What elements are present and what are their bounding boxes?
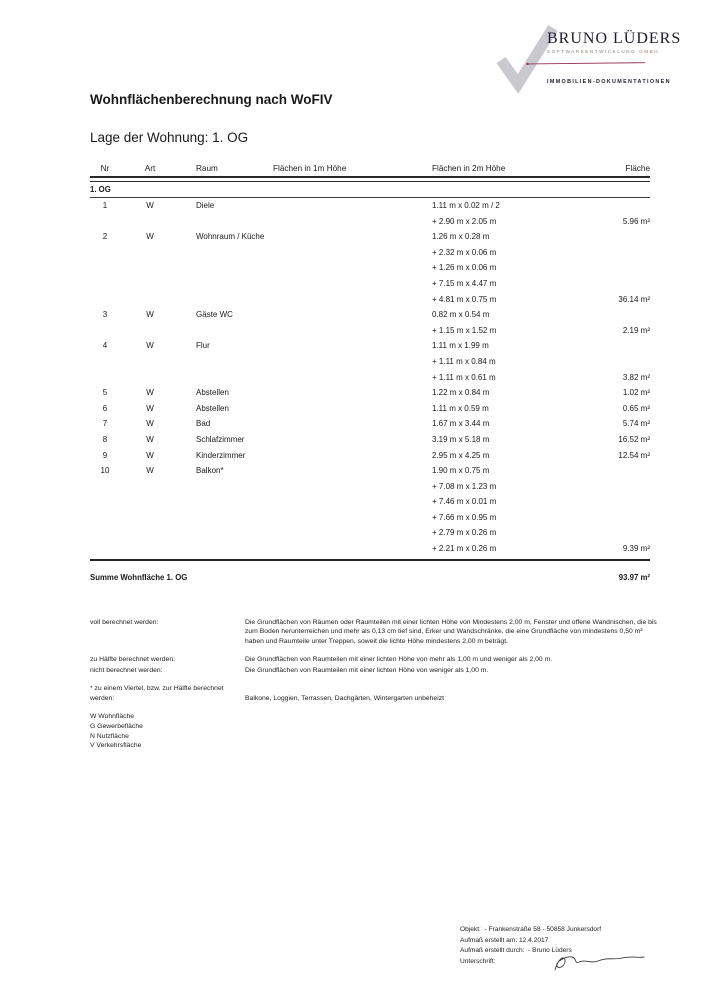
cell-measurement: + 2.32 m x 0.06 m [432, 247, 497, 257]
legend-row [90, 618, 662, 646]
summary-row [90, 573, 650, 582]
header-1m-hoehe: Flächen in 1m Höhe [273, 164, 347, 173]
cell-nr: 2 [102, 232, 108, 242]
cell-raum: Flur [196, 341, 210, 351]
cell-art: W [146, 419, 154, 429]
cell-nr: 6 [102, 403, 108, 413]
table-row [90, 292, 650, 308]
cell-measurement: + 7.08 m x 1.23 m [432, 481, 497, 491]
cell-measurement: + 7.66 m x 0.95 m [432, 512, 497, 522]
cell-measurement: 1.11 m x 0.59 m [432, 403, 489, 413]
cell-flaeche: 5.74 m² [622, 419, 650, 429]
cell-measurement: + 1.11 m x 0.61 m [432, 372, 496, 382]
cell-measurement: + 1.11 m x 0.84 m [432, 356, 496, 366]
table-row [90, 198, 650, 214]
cell-measurement: 3.19 m x 5.18 m [432, 434, 490, 444]
cell-measurement: 1.26 m x 0.28 m [432, 232, 490, 242]
cell-measurement: 1.11 m x 1.99 m [432, 341, 489, 351]
table-row [90, 354, 650, 370]
cell-art: W [146, 388, 154, 398]
footer-line: Unterschrift: [460, 957, 496, 965]
legend-text: Balkone, Loggien, Terrassen, Dachgärten, Wintergarten unbeheizt [245, 694, 444, 702]
abbreviation-list [90, 712, 662, 751]
legend-label: zu Hälfte berechnet werden: [90, 655, 176, 663]
table-row [90, 494, 650, 510]
section-label: 1. OG [90, 182, 650, 198]
cell-raum: Bad [196, 419, 211, 429]
table-body [90, 198, 650, 557]
cell-measurement: 1.67 m x 3.44 m [432, 419, 490, 429]
table-row [90, 245, 650, 261]
cell-flaeche: 12.54 m² [618, 450, 650, 460]
header-flaeche: Fläche [625, 164, 650, 173]
cell-nr: 10 [100, 466, 110, 476]
legend-text: Die Grundflächen von Räumen oder Raumteilen mit einer lichten Höhe von Mindestens 2,00 m, Fenster und offene Wandnischen, die bis zum Boden herunterreichen und mehr als 0,13 cm tief sind, Erker und Wandschränke, die eine Grundfläche von mindestens 0,50 m² haben und Raumteile unter Treppen, soweit die lichte Höhe mindestens 2,00 m beträgt. [245, 619, 657, 645]
cell-nr: 9 [102, 450, 108, 460]
cell-flaeche: 36.14 m² [618, 294, 650, 304]
cell-flaeche: 0.65 m² [622, 403, 650, 413]
area-calculation-table [90, 164, 650, 582]
cell-measurement: + 7.15 m x 4.47 m [432, 278, 497, 288]
cell-measurement: 1.90 m x 0.75 m [432, 466, 490, 476]
cell-measurement: + 7.46 m x 0.01 m [432, 497, 497, 507]
cell-measurement: + 1.15 m x 1.52 m [432, 325, 497, 335]
legend-row [90, 655, 662, 664]
cell-measurement: + 1.26 m x 0.06 m [432, 263, 497, 273]
logo-tagline-block [547, 72, 671, 85]
cell-flaeche: 5.96 m² [622, 216, 650, 226]
cell-art: W [146, 341, 154, 351]
signature-scribble [548, 946, 648, 978]
cell-art: W [146, 232, 154, 242]
cell-measurement: + 2.79 m x 0.26 m [432, 528, 497, 538]
cell-measurement: 1.22 m x 0.84 m [432, 388, 490, 398]
page-title: Wohnflächenberechnung nach WoFIV [90, 92, 333, 107]
cell-nr: 3 [102, 310, 108, 320]
cell-measurement: + 4.81 m x 0.75 m [432, 294, 497, 304]
cell-measurement: 2.95 m x 4.25 m [432, 450, 490, 460]
cell-raum: Diele [196, 201, 215, 210]
company-name: BRUNO LÜDERS [547, 30, 682, 47]
logo-text-block [547, 30, 682, 54]
cell-measurement: 1.11 m x 0.02 m / 2 [432, 201, 500, 210]
apartment-location: Lage der Wohnung: 1. OG [90, 130, 249, 145]
summary-label: Summe Wohnfläche 1. OG [90, 572, 188, 582]
legend-text: Die Grundflächen von Raumteilen mit einer lichten Höhe von weniger als 1,00 m. [245, 667, 489, 675]
legend-rows [90, 618, 662, 703]
table-row [90, 510, 650, 526]
table-row [90, 416, 650, 432]
table-row [90, 541, 650, 557]
table-row [90, 479, 650, 495]
cell-nr: 7 [102, 419, 108, 429]
cell-measurement: 0.82 m x 0.54 m [432, 310, 490, 320]
table-row [90, 307, 650, 323]
table-row [90, 214, 650, 230]
table-row [90, 323, 650, 339]
legend-label: nicht berechnet werden: [90, 667, 163, 675]
table-row [90, 448, 650, 464]
cell-flaeche: 1.02 m² [622, 388, 650, 398]
cell-nr: 5 [102, 388, 108, 398]
cell-art: W [146, 310, 154, 320]
legend-label: * zu einem Viertel, bzw. zur Hälfte berechnet werden: [90, 685, 224, 702]
footer-line: Aufmaß erstellt durch: - Bruno Lüders [460, 947, 572, 955]
legend-row [90, 684, 662, 703]
abbreviation-line: V Verkehrsfläche [90, 742, 142, 750]
legend [90, 618, 662, 751]
table-row [90, 432, 650, 448]
legend-text: Die Grundflächen von Raumteilen mit einer lichten Höhe von mehr als 1,00 m und weniger als 2,00 m. [245, 655, 553, 663]
cell-raum: Balkon* [196, 466, 224, 476]
abbreviation-line: G Gewerbefläche [90, 722, 143, 730]
cell-nr: 8 [102, 434, 108, 444]
logo-accent-line [506, 62, 666, 65]
summary-value: 93.97 m² [618, 572, 650, 582]
cell-raum: Kinderzimmer [196, 450, 246, 460]
cell-art: W [146, 434, 154, 444]
cell-measurement: + 2.21 m x 0.26 m [432, 544, 497, 554]
table-row [90, 276, 650, 292]
header-art: Art [144, 164, 156, 173]
table-row [90, 525, 650, 541]
table-row [90, 338, 650, 354]
table-header [90, 164, 650, 176]
abbreviation-line: N Nutzfläche [90, 732, 129, 740]
header-raum: Raum [196, 164, 218, 173]
cell-flaeche: 9.39 m² [622, 544, 650, 554]
legend-label: voll berechnet werden: [90, 619, 159, 626]
company-logo [490, 20, 690, 98]
cell-flaeche: 3.82 m² [622, 372, 650, 382]
table-row [90, 463, 650, 479]
cell-nr: 4 [102, 341, 108, 351]
footer-line: Aufmaß erstellt am: 12.4.2017 [460, 936, 549, 944]
cell-raum: Schlafzimmer [196, 434, 245, 444]
header-2m-hoehe: Flächen in 2m Höhe [432, 164, 506, 173]
table-row [90, 370, 650, 386]
cell-art: W [146, 201, 154, 210]
abbreviation-line: W Wohnfläche [90, 713, 135, 721]
table-row [90, 385, 650, 401]
cell-art: W [146, 466, 154, 476]
cell-measurement: + 2.90 m x 2.05 m [432, 216, 497, 226]
legend-row [90, 666, 662, 675]
table-bottom-rule [90, 559, 650, 561]
cell-raum: Abstellen [196, 388, 229, 398]
cell-flaeche: 16.52 m² [618, 434, 650, 444]
header-nr: Nr [100, 164, 110, 173]
cell-art: W [146, 450, 154, 460]
footer-line: Objekt: - Frankenstraße 58 - 50858 Junkersdorf [460, 926, 602, 933]
company-subtitle: SOFTWAREENTWICKLUNG GMBH [547, 49, 660, 54]
table-row [90, 401, 650, 417]
cell-art: W [146, 403, 154, 413]
cell-raum: Gäste WC [196, 310, 233, 320]
cell-nr: 1 [102, 201, 108, 210]
company-tagline: IMMOBILIEN-DOKUMENTATIONEN [547, 79, 671, 85]
cell-flaeche: 2.19 m² [622, 325, 650, 335]
table-row [90, 229, 650, 245]
table-row [90, 260, 650, 276]
cell-raum: Abstellen [196, 403, 229, 413]
cell-raum: Wohnraum / Küche [196, 232, 265, 242]
